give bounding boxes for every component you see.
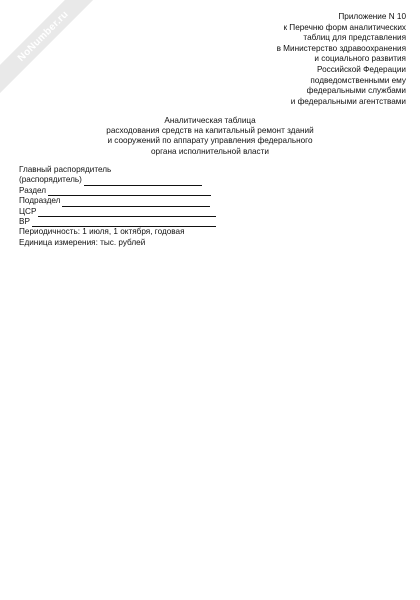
main-manager-row: [19, 175, 279, 185]
subsection-row: [19, 196, 279, 206]
main-manager-blank[interactable]: [84, 178, 202, 186]
section-row: [19, 186, 279, 196]
vr-blank[interactable]: [32, 219, 216, 227]
main-manager-sublabel: (распорядитель): [19, 175, 82, 185]
title-line: и сооружений по аппарату управления федерального: [107, 136, 313, 146]
subsection-blank[interactable]: [62, 199, 210, 207]
appendix-line: в Министерство здравоохранения: [276, 43, 406, 53]
vr-row: [19, 217, 279, 227]
section-label: Раздел: [19, 185, 47, 195]
unit-text: Единица измерения: тыс. рублей: [19, 237, 146, 247]
tsr-row: [19, 207, 279, 217]
vr-label: ВР: [19, 216, 30, 226]
section-blank[interactable]: [48, 188, 211, 196]
appendix-line: и федеральными агентствами: [290, 96, 406, 106]
title-line: органа исполнительной власти: [151, 146, 269, 156]
main-manager-label: Главный распорядитель: [19, 165, 112, 174]
watermark-ribbon: [0, 0, 110, 103]
appendix-line: и социального развития: [314, 54, 406, 64]
title-line: Аналитическая таблица: [164, 116, 256, 125]
appendix-line: федеральными службами: [306, 86, 406, 96]
appendix-line: к Перечню форм аналитических: [283, 22, 406, 32]
tsr-label: ЦСР: [19, 206, 37, 216]
subsection-label: Подраздел: [19, 196, 61, 206]
appendix-line: Российской Федерации: [316, 64, 406, 74]
appendix-line: подведомственными ему: [310, 75, 406, 85]
periodicity-text: Периодичность: 1 июля, 1 октября, годовая: [19, 227, 185, 237]
appendix-note: [206, 12, 406, 107]
appendix-line: таблиц для представления: [303, 33, 406, 43]
document-title: [70, 116, 350, 157]
title-line: расходования средств на капитальный ремонт зданий: [106, 126, 314, 136]
appendix-line: Приложение N 10: [338, 12, 406, 21]
form-fields: [19, 165, 279, 248]
tsr-blank[interactable]: [38, 209, 216, 217]
watermark-text: NoNumber.ru: [15, 8, 71, 64]
